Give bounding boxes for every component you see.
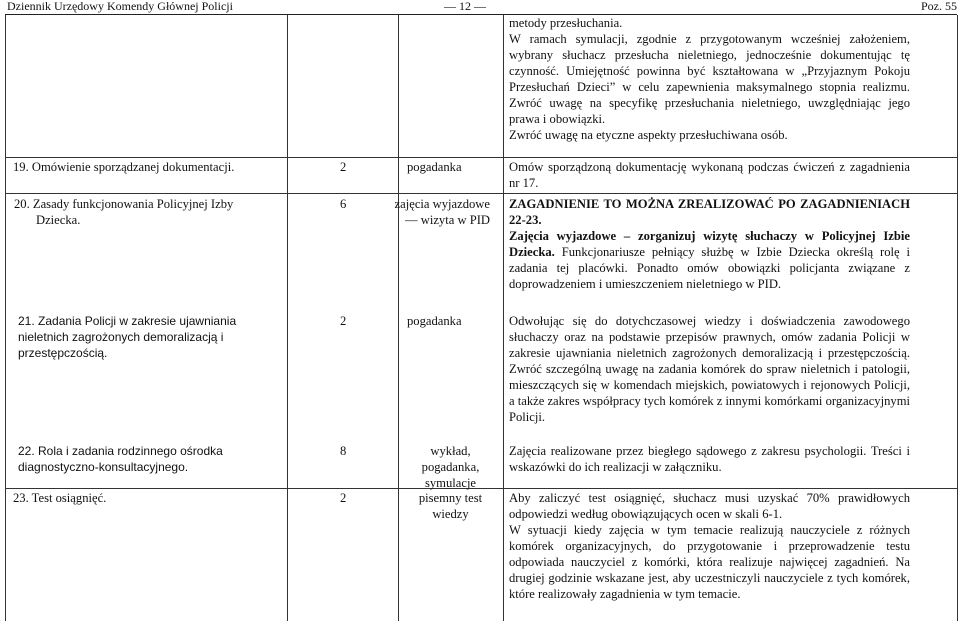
remarks-20 — [509, 196, 910, 292]
form-line: wykład, — [430, 444, 471, 458]
subject-23: 23. Test osiągnięć. — [13, 491, 107, 505]
remarks-text — [509, 228, 910, 292]
column-divider — [398, 15, 399, 621]
hours-21: 2 — [340, 314, 347, 328]
form-line: pisemny test — [418, 491, 483, 505]
remarks-text-body: Funkcjonariusze pełniący służbę w Izbie Dziecka określą rolę i zadania tej placówki. Ponadto omów obowiązki policjanta związane z doprowadzeniem i umieszczeniem nieletniego w PID. — [509, 245, 910, 291]
remarks-paragraph: Aby zaliczyć test osiągnięć, słuchacz musi uzyskać 70% prawidłowych odpowiedzi według obowiązujących ocen w skali 6-1. — [509, 491, 910, 521]
row-divider — [5, 193, 957, 194]
remarks-paragraph: W ramach symulacji, zgodnie z przygotowanym wcześniej założeniem, wybrany słuchacz przesłucha nieletniego, jednocześnie dokumentując tę czynność. Umiejętność powinna być kształtowana w „Przyjaznym Pokoju Przesłuchań Dzieci” w celu zapewnienia maksymalnego stopnia realizmu. Zwróć uwagę na specyfikę przesłuchania nieletniego, uwzględniając jego prawa i obowiązki. — [509, 32, 910, 126]
form-line: — wizyta w PID — [405, 213, 490, 227]
position-number: Poz. 55 — [921, 0, 957, 13]
remarks-23 — [509, 490, 910, 602]
hours-22: 8 — [340, 444, 347, 458]
form-22 — [398, 443, 503, 491]
remarks-bold: ZAGADNIENIE TO MOŻNA ZREALIZOWAĆ PO ZAGADNIENIACH 22-23. — [509, 197, 910, 227]
form-21: pogadanka — [407, 314, 462, 328]
subject-19: 19. Omówienie sporządzanej dokumentacji. — [13, 160, 235, 174]
remarks-21: Odwołując się do dotychczasowej wiedzy i doświadczenia zawodowego słuchaczy oraz na podstawie przepisów prawnych, omów zadania Policji w zakresie ujawniania nieletnich zagrożonych demoralizacją i przestępczością. Zwróć szczególną uwagę na zadania komórek do spraw nieletnich i patologii, mieszczących się w komendach miejskich, powiatowych i rejonowych Policji, a także zakres współpracy tych komórek z innymi komórkami organizacyjnymi Policji. — [509, 314, 910, 424]
remarks-19: Omów sporządzoną dokumentację wykonaną podczas ćwiczeń z zagadnienia nr 17. — [509, 160, 910, 190]
hours-23: 2 — [340, 491, 347, 505]
remarks-line: Zwróć uwagę na etyczne aspekty przesłuchiwana osób. — [509, 128, 788, 142]
remarks-22: Zajęcia realizowane przez biegłego sądowego z zakresu psychologii. Treści i wskazówki do ich realizacji w załączniku. — [509, 444, 910, 474]
form-20 — [384, 196, 490, 228]
row-divider — [5, 157, 957, 158]
hours-20: 6 — [340, 197, 347, 211]
hours-19: 2 — [340, 160, 347, 174]
form-line: pogadanka, — [421, 460, 480, 474]
remarks-line: metody przesłuchania. — [509, 16, 623, 30]
remarks-bold: Zajęcia wyjazdowe – zorganizuj wizytę słuchaczy w Policyjnej Izbie Dziecka. — [509, 229, 910, 259]
subject-21: 21. Zadania Policji w zakresie ujawniania nieletnich zagrożonych demoralizacją i przestępczością. — [18, 314, 237, 360]
remarks-continuation — [509, 15, 910, 143]
column-divider — [287, 15, 288, 621]
page-number: — 12 — — [444, 0, 486, 13]
form-19: pogadanka — [407, 160, 462, 174]
remarks-paragraph: W sytuacji kiedy zajęcia w tym temacie realizują nauczyciele z różnych komórek organizacyjnych, do przygotowanie i przeprowadzenie testu odpowiada nauczyciel z komórki, która realizuje najwięcej zagadnień. Na drugiej godzinie wskazane jest, aby uczestniczyli nauczyciele z tych komórek, które realizowały zagadnienia w tym temacie. — [509, 523, 910, 601]
form-line: zajęcia wyjazdowe — [394, 197, 490, 211]
column-divider — [503, 15, 504, 621]
form-line: symulacje — [424, 476, 477, 490]
journal-title: Dziennik Urzędowy Komendy Głównej Policji — [7, 0, 233, 13]
form-line: wiedzy — [432, 507, 469, 521]
subject-20: 20. Zasady funkcjonowania Policyjnej Izby Dziecka. — [14, 197, 234, 227]
form-23 — [398, 490, 503, 522]
subject-22: 22. Rola i zadania rodzinnego ośrodka diagnostyczno-konsultacyjnego. — [18, 444, 223, 474]
